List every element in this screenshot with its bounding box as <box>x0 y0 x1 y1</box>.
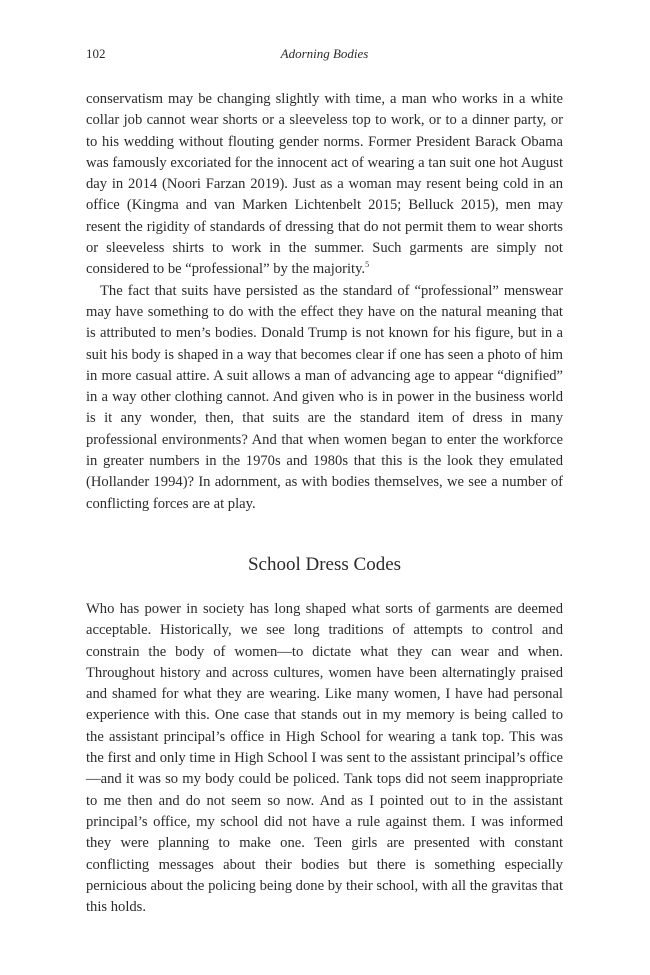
paragraph <box>86 281 563 515</box>
paragraph-text: conservatism may be changing slightly with time, a man who works in a white collar job cannot wear shorts or a sleeveless top to work, or to a dinner party, or to his wedding without flouting gender norms. Former President Barack Obama was famously excoriated for the innocent act of wearing a tan suit one hot August day in 2014 (Noori Farzan 2019). Just as a woman may resent being cold in an office (Kingma and van Marken Lichtenbelt 2015; Belluck 2015), men may resent the rigidity of standards of dressing that do not permit them to wear shorts or sleeveless shirts to work in the summer. Such garments are simply not considered to be “professional” by the majority. <box>86 91 563 278</box>
page-number: 102 <box>86 46 106 61</box>
paragraph <box>86 599 563 918</box>
running-head <box>86 46 563 64</box>
section-heading: School Dress Codes <box>247 554 402 575</box>
text-block-after-heading <box>86 599 563 918</box>
paragraph-text: The fact that suits have persisted as the standard of “professional” menswear may have something to do with the effect they have on the natural meaning that is attributed to men’s bodies. Donald Trump is not known for his figure, but in a suit his body is shaped in a way that becomes clear if one has seen a photo of him in more casual attire. A suit allows a man of advancing age to appear “dignified” in a way other clothing cannot. And given who is in power in the business world is it any wonder, then, that suits are the standard item of dress in many professional environments? And that when women began to enter the workforce in greater numbers in the 1970s and 1980s that this is the look they emulated (Hollander 1994)? In adornment, as with bodies themselves, we see a number of conflicting forces are at play. <box>86 282 563 512</box>
text-block-before-heading <box>86 89 563 515</box>
paragraph <box>86 89 563 281</box>
footnote-marker[interactable]: 5 <box>365 260 370 270</box>
running-title: Adorning Bodies <box>280 46 369 61</box>
paragraph-text: Who has power in society has long shaped what sorts of garments are deemed acceptable. Historically, we see long traditions of attempts to control and constrain the body of women—to dictate what they can wear and when. Throughout history and across cultures, women have been alternatingly praised and shamed for what they are wearing. Like many women, I have had personal experience with this. One case that stands out in my memory is being called to the assistant principal’s office in High School for wearing a tank top. This was the first and only time in High School I was sent to the assistant principal’s office—and it was so my body could be policed. Tank tops did not seem inappropriate to me then and do not seem so now. And as I pointed out to in the assistant principal’s office, my school did not have a rule against them. I was informed they were planning to make one. Teen girls are presented with constant conflicting messages about their bodies but there is something especially pernicious about the policing being done by their school, with all the gravitas that this holds. <box>86 601 563 916</box>
